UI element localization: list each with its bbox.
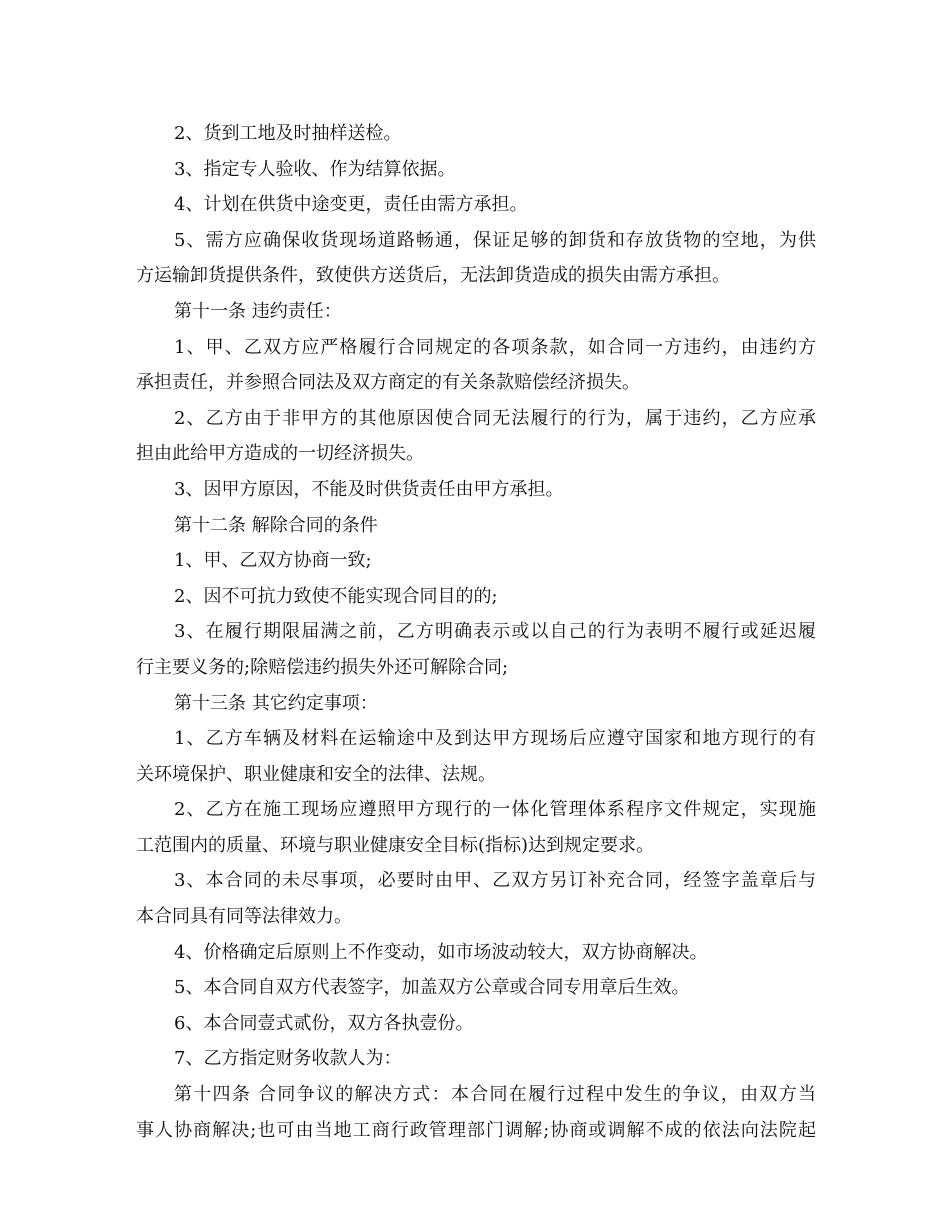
paragraph-line: 4、价格确定后原则上不作变动，如市场波动较大，双方协商解决。 bbox=[174, 941, 708, 963]
paragraph-line: 1、甲、乙双方应严格履行合同规定的各项条款，如合同一方违约，由违约方 bbox=[174, 336, 816, 358]
paragraph-line: 担由此给甲方造成的一切经济损失。 bbox=[136, 443, 424, 465]
paragraph-line: 1、乙方车辆及材料在运输途中及到达甲方现场后应遵守国家和地方现行的有 bbox=[174, 728, 816, 750]
paragraph-line: 2、乙方在施工现场应遵照甲方现行的一体化管理体系程序文件规定，实现施 bbox=[174, 799, 816, 821]
paragraph-line: 本合同具有同等法律效力。 bbox=[136, 906, 352, 928]
section-heading: 第十一条 违约责任： bbox=[174, 300, 342, 322]
paragraph-line: 工范围内的质量、环境与职业健康安全目标(指标)达到规定要求。 bbox=[136, 834, 655, 856]
paragraph-line: 3、因甲方原因，不能及时供货责任由甲方承担。 bbox=[174, 478, 564, 500]
paragraph-line: 3、指定专人验收、作为结算依据。 bbox=[174, 158, 456, 180]
paragraph-line: 7、乙方指定财务收款人为： bbox=[174, 1048, 402, 1070]
paragraph-line: 6、本合同壹式贰份，双方各执壹份。 bbox=[174, 1012, 474, 1034]
paragraph-line: 2、乙方由于非甲方的其他原因使合同无法履行的行为，属于违约，乙方应承 bbox=[174, 407, 816, 429]
paragraph-line: 1、甲、乙双方协商一致; bbox=[174, 550, 372, 572]
paragraph-line: 承担责任，并参照合同法及双方商定的有关条款赔偿经济损失。 bbox=[136, 372, 640, 394]
document-body bbox=[136, 116, 816, 1148]
paragraph-line: 5、需方应确保收货现场道路畅通，保证足够的卸货和存放货物的空地，为供 bbox=[174, 229, 816, 251]
paragraph-line: 事人协商解决;也可由当地工商行政管理部门调解;协商或调解不成的依法向法院起 bbox=[136, 1119, 816, 1141]
section-heading: 第十四条 合同争议的解决方式：本合同在履行过程中发生的争议，由双方当 bbox=[174, 1084, 816, 1106]
paragraph-line: 2、货到工地及时抽样送检。 bbox=[174, 123, 402, 144]
paragraph-line: 3、在履行期限届满之前，乙方明确表示或以自己的行为表明不履行或延迟履 bbox=[174, 621, 816, 643]
paragraph-line: 3、本合同的未尽事项，必要时由甲、乙双方另订补充合同，经签字盖章后与 bbox=[174, 870, 816, 892]
paragraph-line: 行主要义务的;除赔偿违约损失外还可解除合同; bbox=[136, 656, 509, 678]
section-heading: 第十二条 解除合同的条件 bbox=[174, 514, 378, 536]
paragraph-line: 5、本合同自双方代表签字，加盖双方公章或合同专用章后生效。 bbox=[174, 977, 690, 999]
paragraph-line: 方运输卸货提供条件，致使供方送货后，无法卸货造成的损失由需方承担。 bbox=[136, 265, 730, 287]
paragraph-line: 4、计划在供货中途变更，责任由需方承担。 bbox=[174, 194, 528, 216]
section-heading: 第十三条 其它约定事项： bbox=[174, 692, 378, 714]
paragraph-line: 2、因不可抗力致使不能实现合同目的的; bbox=[174, 585, 498, 607]
paragraph-line: 关环境保护、职业健康和安全的法律、法规。 bbox=[136, 763, 496, 785]
